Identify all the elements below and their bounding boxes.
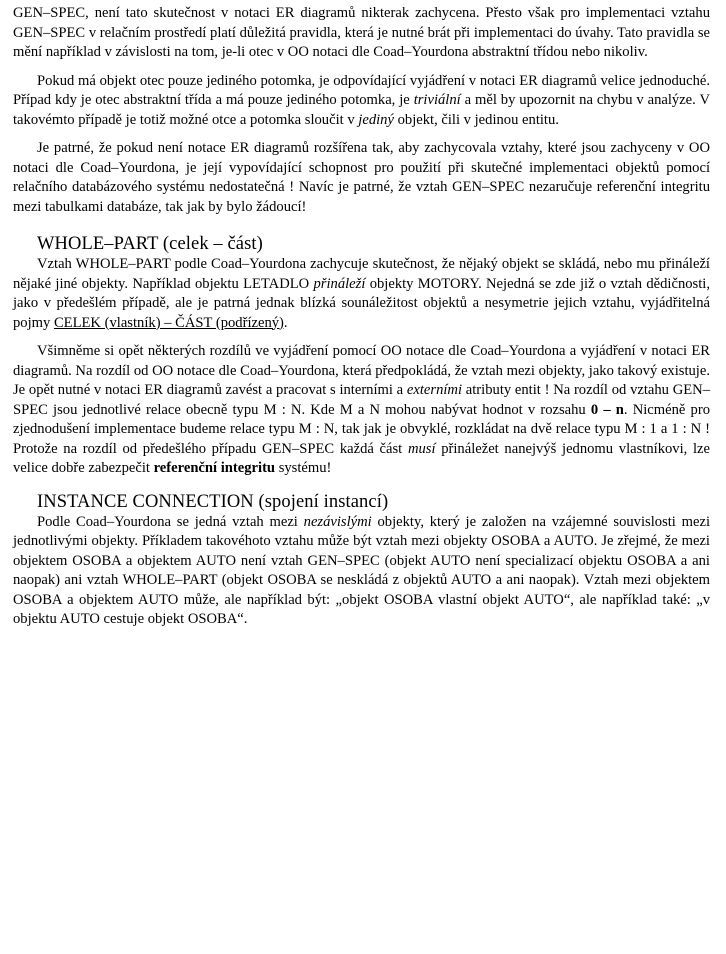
paragraph-text: Podle Coad–Yourdona se jedná vztah mezi — [37, 513, 304, 530]
paragraph-gen-spec-continuation — [13, 4, 710, 63]
paragraph-text: . Nicméně pro zjednodušení implementace budeme relace typu M : N, tak jak je obvyklé, rozkládat na dvě relace typu M : 1 a 1 : N ! Protože na rozdíl od předešlého případu GEN–SPEC každá část — [13, 401, 710, 457]
paragraph-text: atributy entit ! Na rozdíl od vztahu GEN–SPEC jsou jednotlivé relace obecně typu M : N. Kde M a N mohou nabývat hodnot v rozsahu — [13, 382, 710, 418]
paragraph-instance-connection-definition — [13, 513, 710, 630]
paragraph-single-descendant — [13, 72, 710, 131]
emphasis-text: jediný — [358, 111, 394, 128]
bold-text: referenční integritu — [153, 460, 276, 476]
emphasis-text: externími — [406, 382, 463, 398]
paragraph-text: GEN–SPEC, není tato skutečnost v notaci ER diagramů nikterak zachycena. Přesto však pro implementaci vztahu GEN–SPEC v relačním prostředí platí důležitá pravidla, která je nutné brát při implementaci do úvahy. Tato pravidla se mění například v závislosti na tom, je-li otec v OO notaci dle Coad–Yourdona abstraktní třídou nebo nikoliv. — [13, 5, 710, 60]
underlined-text: CELEK (vlastník) – ČÁST (podřízený) — [53, 314, 284, 331]
section-heading-whole-part: WHOLE–PART (celek – část) — [37, 234, 263, 254]
paragraph-text: objekt, čili v jedinou entitu. — [393, 111, 559, 128]
paragraph-text: Vztah WHOLE–PART podle Coad–Yourdona zachycuje skutečnost, že nějaký objekt se skládá, nebo mu přináleží nějaké jiné objekty. Například objektu LETADLO — [13, 256, 710, 292]
paragraph-text: Všimněme si opět některých rozdílů ve vyjádření pomocí OO notace dle Coad–Yourdona a vyjádření v notaci ER diagramů. Na rozdíl od OO notace dle Coad–Yourdona, která předpokládá, že vztah mezi objekty, jako takový existuje. Je opět nutné v notaci ER diagramů zavést a pracovat s interními a — [13, 343, 710, 398]
emphasis-text: musí — [407, 440, 436, 457]
bold-text: 0 – n — [590, 401, 624, 418]
emphasis-text: přináleží — [313, 275, 366, 292]
emphasis-text: triviální — [413, 92, 461, 108]
paragraph-text: objekty, který je založen na vzájemné souvislosti mezi jednotlivými objekty. Příkladem takovéhoto vztahu může být vztah mezi objekty OSOBA a AUTO. Je zřejmé, že mezi objektem OSOBA a objektem AUTO není vztah GEN–SPEC (objekt AUTO není specializací objektu OSOBA a ani naopak) ani vztah WHOLE–PART (objekt OSOBA se neskládá z objektů AUTO a ani naopak). Vztah mezi objektem OSOBA a objektem AUTO může, ale například být: „objekt OSOBA vlastní objekt AUTO“, ale například také: „v objektu AUTO cestuje objekt OSOBA“. — [13, 513, 710, 627]
paragraph-text: Pokud má objekt otec pouze jediného potomka, je odpovídající vyjádření v notaci ER diagramů velice jednoduché. Případ kdy je otec abstraktní třída a má pouze jediného potomka, je — [13, 72, 710, 108]
paragraph-text: objekty MOTORY. Nejedná se zde již o vztah dědičnosti, jako v předešlém případě, ale je patrná jednak blízká sounáležitost objektů a nesymetrie jejich vztahu, vyjádřitelná pojmy — [13, 275, 710, 331]
paragraph-whole-part-differences — [13, 342, 710, 479]
paragraph-text: a měl by upozornit na chybu v analýze. V takovémto případě je totiž možné otce a potomka sloučit v — [13, 92, 710, 128]
paragraph-text: systému! — [275, 460, 332, 476]
paragraph-text: přináležet nanejvýš jednomu vlastníkovi, lze velice dobře zabezpečit — [13, 440, 710, 476]
paragraph-text: Je patrné, že pokud není notace ER diagramů rozšířena tak, aby zachycovala vztahy, které jsou zachyceny v OO notaci dle Coad–Yourdona, je její vypovídající schopnost pro použití při skutečné implementaci objektů pomocí relačního databázového systému nedostatečná ! Navíc je patrné, že vztah GEN–SPEC nezaručuje referenční integritu mezi tabulkami databáze, tak jak by bylo žádoucí! — [13, 140, 710, 215]
emphasis-text: nezávislými — [303, 513, 372, 530]
section-heading-instance-connection: INSTANCE CONNECTION (spojení instancí) — [37, 491, 389, 512]
paragraph-er-notation-insufficient — [13, 139, 710, 217]
paragraph-whole-part-definition — [13, 255, 710, 333]
paragraph-text: . — [283, 314, 288, 331]
